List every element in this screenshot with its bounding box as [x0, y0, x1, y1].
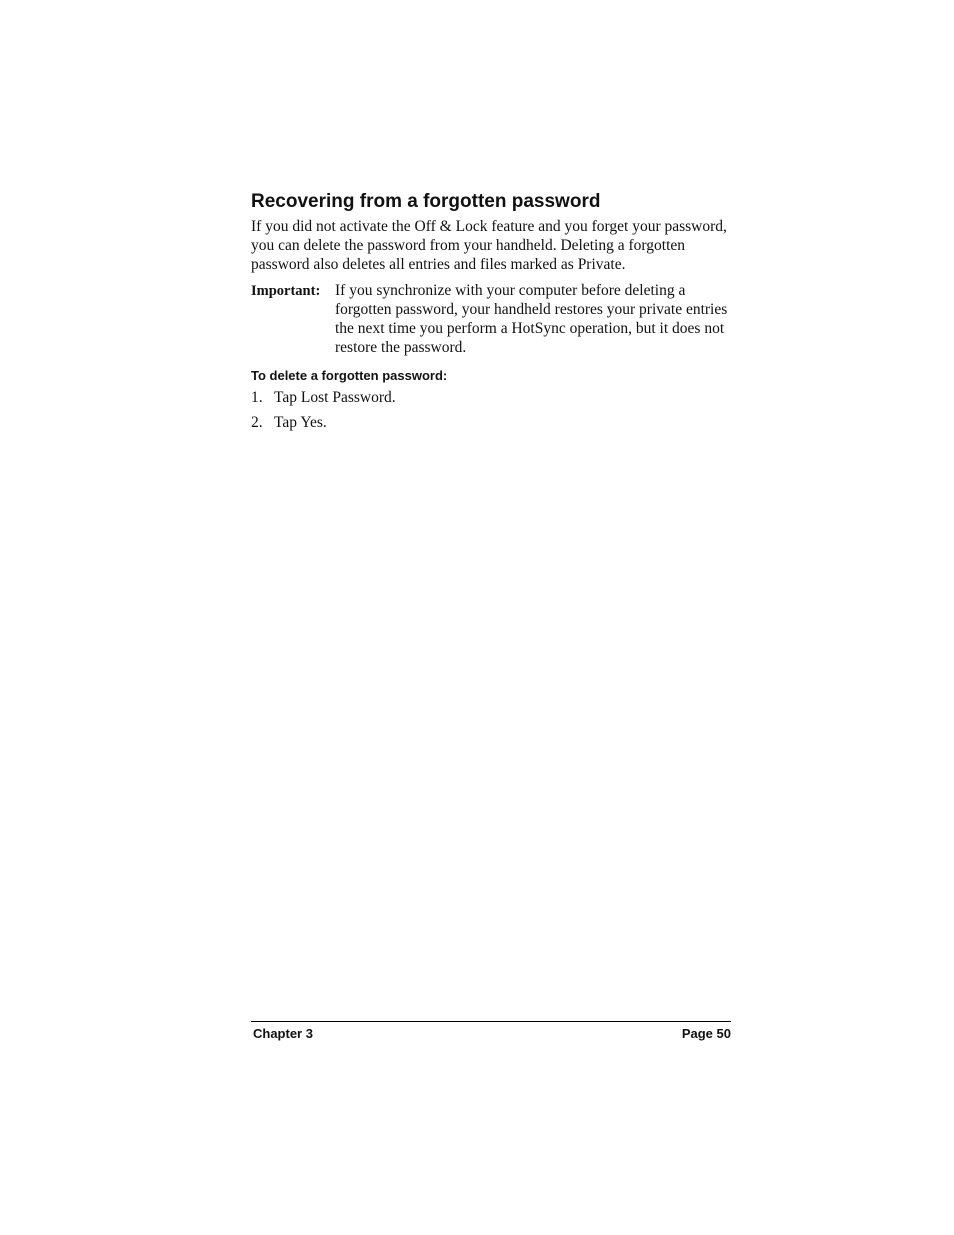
footer-page-number: Page 50 [681, 1026, 731, 1041]
intro-paragraph: If you did not activate the Off & Lock feature and you forget your password, you can delete the password from your handheld. Deleting a forgotten password also deletes all entries and files marked as Private. [251, 218, 727, 273]
step-text: Tap Yes. [274, 414, 327, 432]
step-text: Tap Lost Password. [274, 388, 396, 406]
step-number: 1. [251, 388, 263, 406]
step-number: 2. [251, 414, 263, 432]
list-item [251, 389, 731, 408]
procedure-title: To delete a forgotten password: [251, 367, 448, 383]
important-text: If you synchronize with your computer before deleting a forgotten password, your handheld restores your private entries the next time you perform a HotSync operation, but it does not restore the password. [335, 282, 728, 356]
list-item [251, 414, 731, 433]
steps-list [251, 389, 731, 434]
important-label: Important: [251, 283, 321, 300]
section-heading: Recovering from a forgotten password [251, 191, 601, 212]
important-note [251, 282, 731, 357]
page-footer [251, 1021, 731, 1042]
footer-chapter: Chapter 3 [253, 1026, 313, 1041]
page-content [251, 190, 731, 440]
